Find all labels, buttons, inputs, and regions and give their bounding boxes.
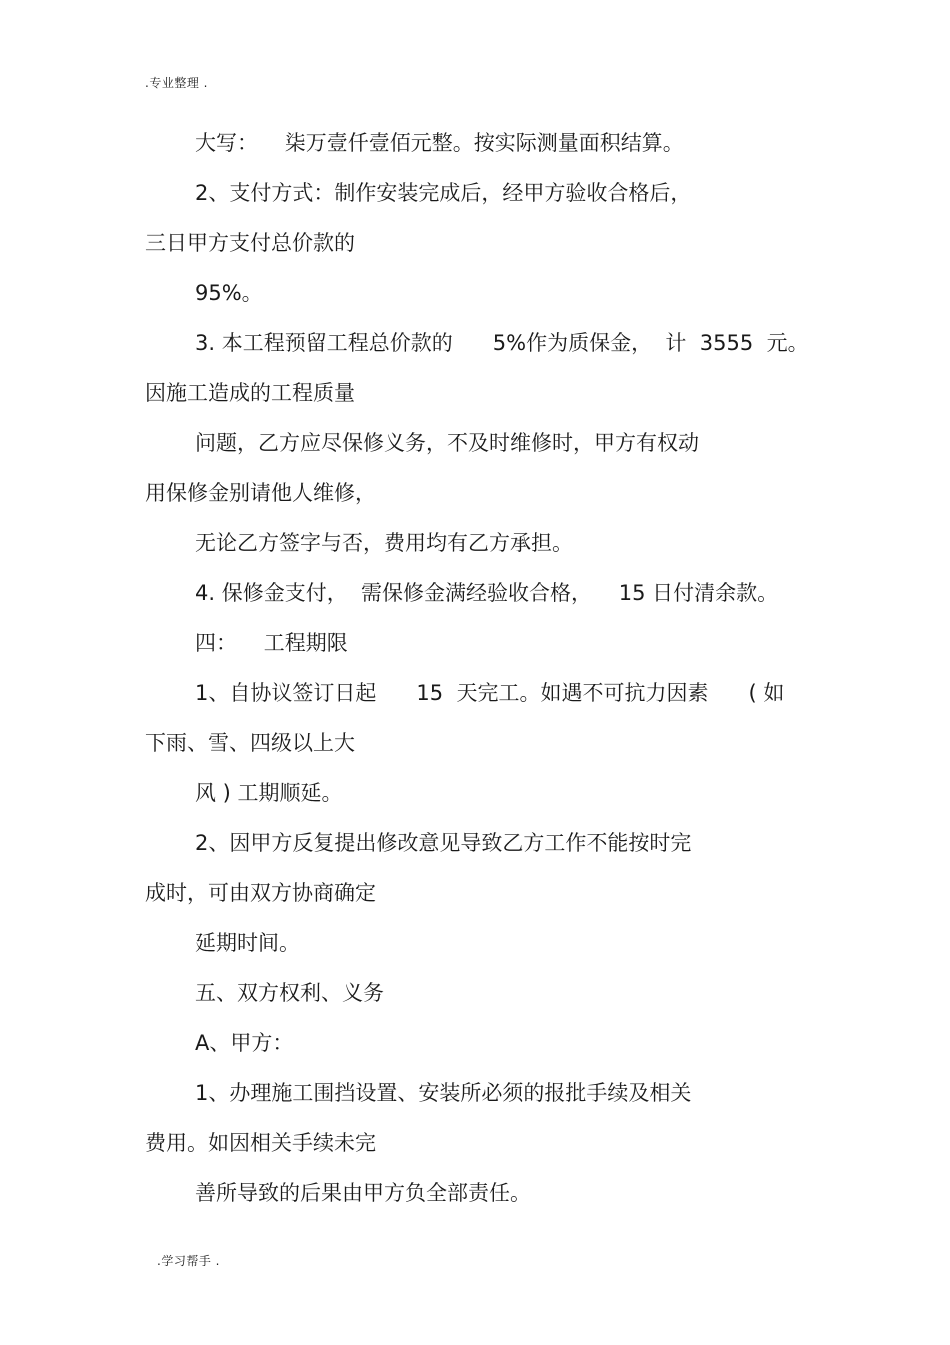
text-line: 成时，可由双方协商确定 (145, 881, 376, 905)
text-line: 2、支付方式：制作安装完成后，经甲方验收合格后， (195, 181, 692, 205)
text-line: 1、自协议签订日起 15 天完工。如遇不可抗力因素 ( 如 (195, 681, 785, 705)
text-line: 问题，乙方应尽保修义务，不及时维修时，甲方有权动 (195, 431, 699, 455)
section-heading: 五、双方权利、义务 (195, 981, 384, 1005)
text-line: 因施工造成的工程质量 (145, 381, 355, 405)
text-line: 善所导致的后果由甲方负全部责任。 (195, 1181, 531, 1205)
text-line: 4. 保修金支付， 需保修金满经验收合格， 15 日付清余款。 (195, 581, 779, 605)
text-line: 费用。如因相关手续未完 (145, 1131, 376, 1155)
section-heading: 四： 工程期限 (195, 631, 348, 655)
text-line: 延期时间。 (195, 931, 300, 955)
footer-note: .学习帮手 . (157, 1254, 220, 1268)
text-line: 风 ) 工期顺延。 (195, 781, 343, 805)
text-line: 2、因甲方反复提出修改意见导致乙方工作不能按时完 (195, 831, 692, 855)
text-line: 95%。 (195, 281, 263, 305)
text-line: 1、办理施工围挡设置、安装所必须的报批手续及相关 (195, 1081, 692, 1105)
header-note: .专业整理 . (145, 76, 208, 90)
text-line: 下雨、雪、四级以上大 (145, 731, 355, 755)
text-line: 用保修金别请他人维修， (145, 481, 376, 505)
text-line: 大写： 柒万壹仟壹佰元整。按实际测量面积结算。 (195, 131, 684, 155)
text-line: 无论乙方签字与否，费用均有乙方承担。 (195, 531, 573, 555)
text-line: 三日甲方支付总价款的 (145, 231, 355, 255)
subsection-heading: A、甲方： (195, 1031, 294, 1055)
text-line: 3. 本工程预留工程总价款的 5%作为质保金， 计 3555 元。 (195, 331, 809, 355)
